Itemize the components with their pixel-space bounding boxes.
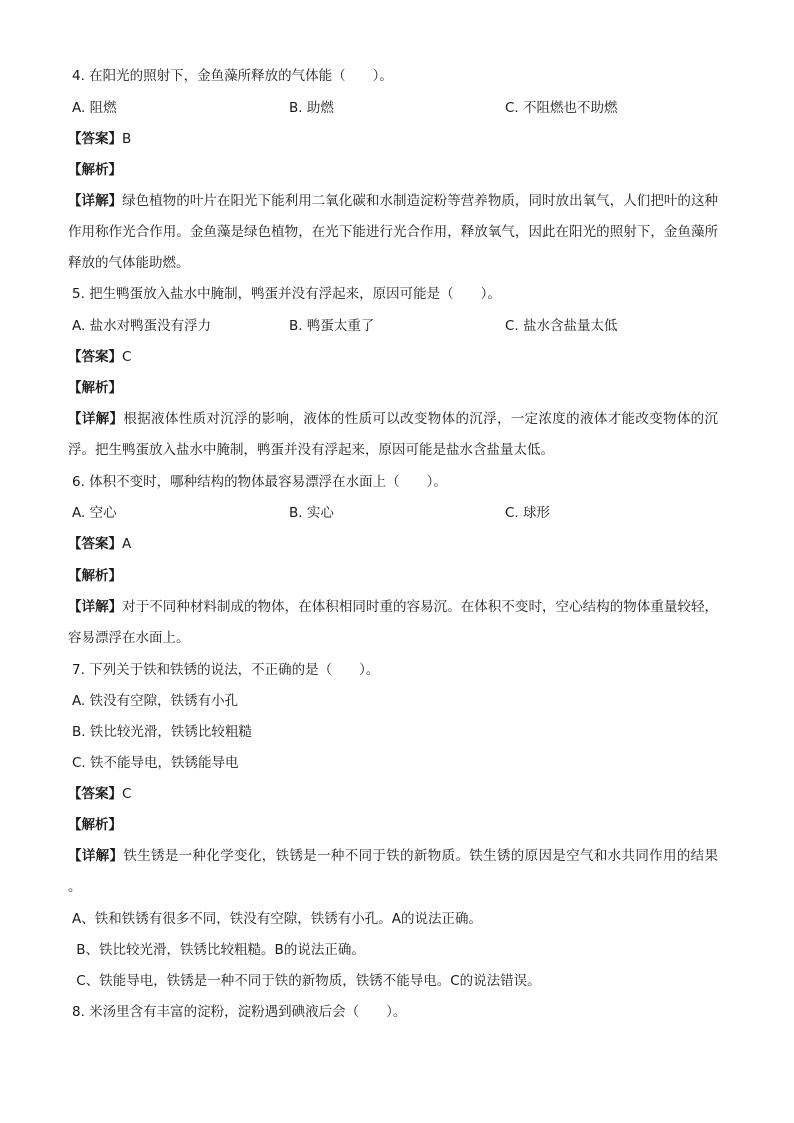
q4-option-c: C. 不阻燃也不助燃	[505, 100, 618, 116]
q7-explanation-c: C、铁能导电，铁锈是一种不同于铁的新物质，铁锈不能导电。C的说法错误。	[72, 973, 541, 989]
q6-option-c: C. 球形	[505, 505, 551, 521]
q4-answer	[68, 129, 131, 149]
q5-detail	[68, 404, 718, 466]
q7-explanation-a: A、铁和铁锈有很多不同，铁没有空隙，铁锈有小孔。A的说法正确。	[72, 911, 482, 927]
answer-label: 【答案】	[68, 131, 122, 147]
q6-analysis-label: 【解析】	[68, 568, 122, 584]
detail-text: 绿色植物的叶片在阳光下能利用二氧化碳和水制造淀粉等营养物质，同时放出氧气，人们把叶的这种作用称作光合作用。金鱼藻是绿色植物，在光下能进行光合作用，释放氧气，因此在阳光的照射下，金鱼藻所释放的气体能助燃。	[68, 193, 719, 271]
q4-analysis-label: 【解析】	[68, 162, 122, 178]
detail-label: 【详解】	[68, 599, 123, 615]
q6-option-b: B. 实心	[289, 505, 334, 521]
q6-detail	[68, 592, 718, 654]
detail-text: 根据液体性质对沉浮的影响，液体的性质可以改变物体的沉浮，一定浓度的液体才能改变物体的沉浮。把生鸭蛋放入盐水中腌制，鸭蛋并没有浮起来，原因可能是盐水含盐量太低。	[68, 411, 719, 458]
question-5: 5. 把生鸭蛋放入盐水中腌制，鸭蛋并没有浮起来，原因可能是（ ）。	[72, 286, 501, 302]
question-4: 4. 在阳光的照射下，金鱼藻所释放的气体能（ ）。	[72, 68, 393, 84]
q7-explanation-b: B、铁比较光滑，铁锈比较粗糙。B的说法正确。	[72, 942, 365, 958]
q6-answer	[68, 534, 131, 554]
q7-analysis-label: 【解析】	[68, 817, 122, 833]
q5-analysis-label: 【解析】	[68, 380, 122, 396]
q7-option-b: B. 铁比较光滑，铁锈比较粗糙	[72, 724, 252, 740]
q5-option-b: B. 鸭蛋太重了	[289, 318, 375, 334]
answer-value: C	[122, 786, 132, 802]
question-8: 8. 米汤里含有丰富的淀粉，淀粉遇到碘液后会（ ）。	[72, 1004, 407, 1020]
q4-option-a: A. 阻燃	[72, 100, 117, 116]
answer-value: C	[122, 349, 132, 365]
answer-label: 【答案】	[68, 536, 122, 552]
detail-text: 铁生锈是一种化学变化，铁锈是一种不同于铁的新物质。铁生锈的原因是空气和水共同作用的结果 。	[68, 848, 719, 895]
q5-option-a: A. 盐水对鸭蛋没有浮力	[72, 318, 212, 334]
q4-option-b: B. 助燃	[289, 100, 334, 116]
q4-detail	[68, 186, 718, 279]
q7-answer	[68, 784, 131, 804]
detail-text: 对于不同种材料制成的物体，在体积相同时重的容易沉。在体积不变时，空心结构的物体重量较轻，容易漂浮在水面上。	[68, 599, 719, 646]
detail-label: 【详解】	[68, 411, 124, 427]
q7-option-a: A. 铁没有空隙，铁锈有小孔	[72, 693, 239, 709]
q5-option-c: C. 盐水含盐量太低	[505, 318, 618, 334]
q5-answer	[68, 347, 131, 367]
question-6: 6. 体积不变时，哪种结构的物体最容易漂浮在水面上（ ）。	[72, 474, 447, 490]
question-7: 7. 下列关于铁和铁锈的说法，不正确的是（ ）。	[72, 662, 380, 678]
q7-detail	[68, 841, 718, 903]
detail-label: 【详解】	[68, 193, 123, 209]
q7-option-c: C. 铁不能导电，铁锈能导电	[72, 755, 239, 771]
detail-label: 【详解】	[68, 848, 124, 864]
answer-value: B	[122, 131, 132, 147]
answer-value: A	[122, 536, 132, 552]
q6-option-a: A. 空心	[72, 505, 117, 521]
answer-label: 【答案】	[68, 349, 122, 365]
answer-label: 【答案】	[68, 786, 122, 802]
